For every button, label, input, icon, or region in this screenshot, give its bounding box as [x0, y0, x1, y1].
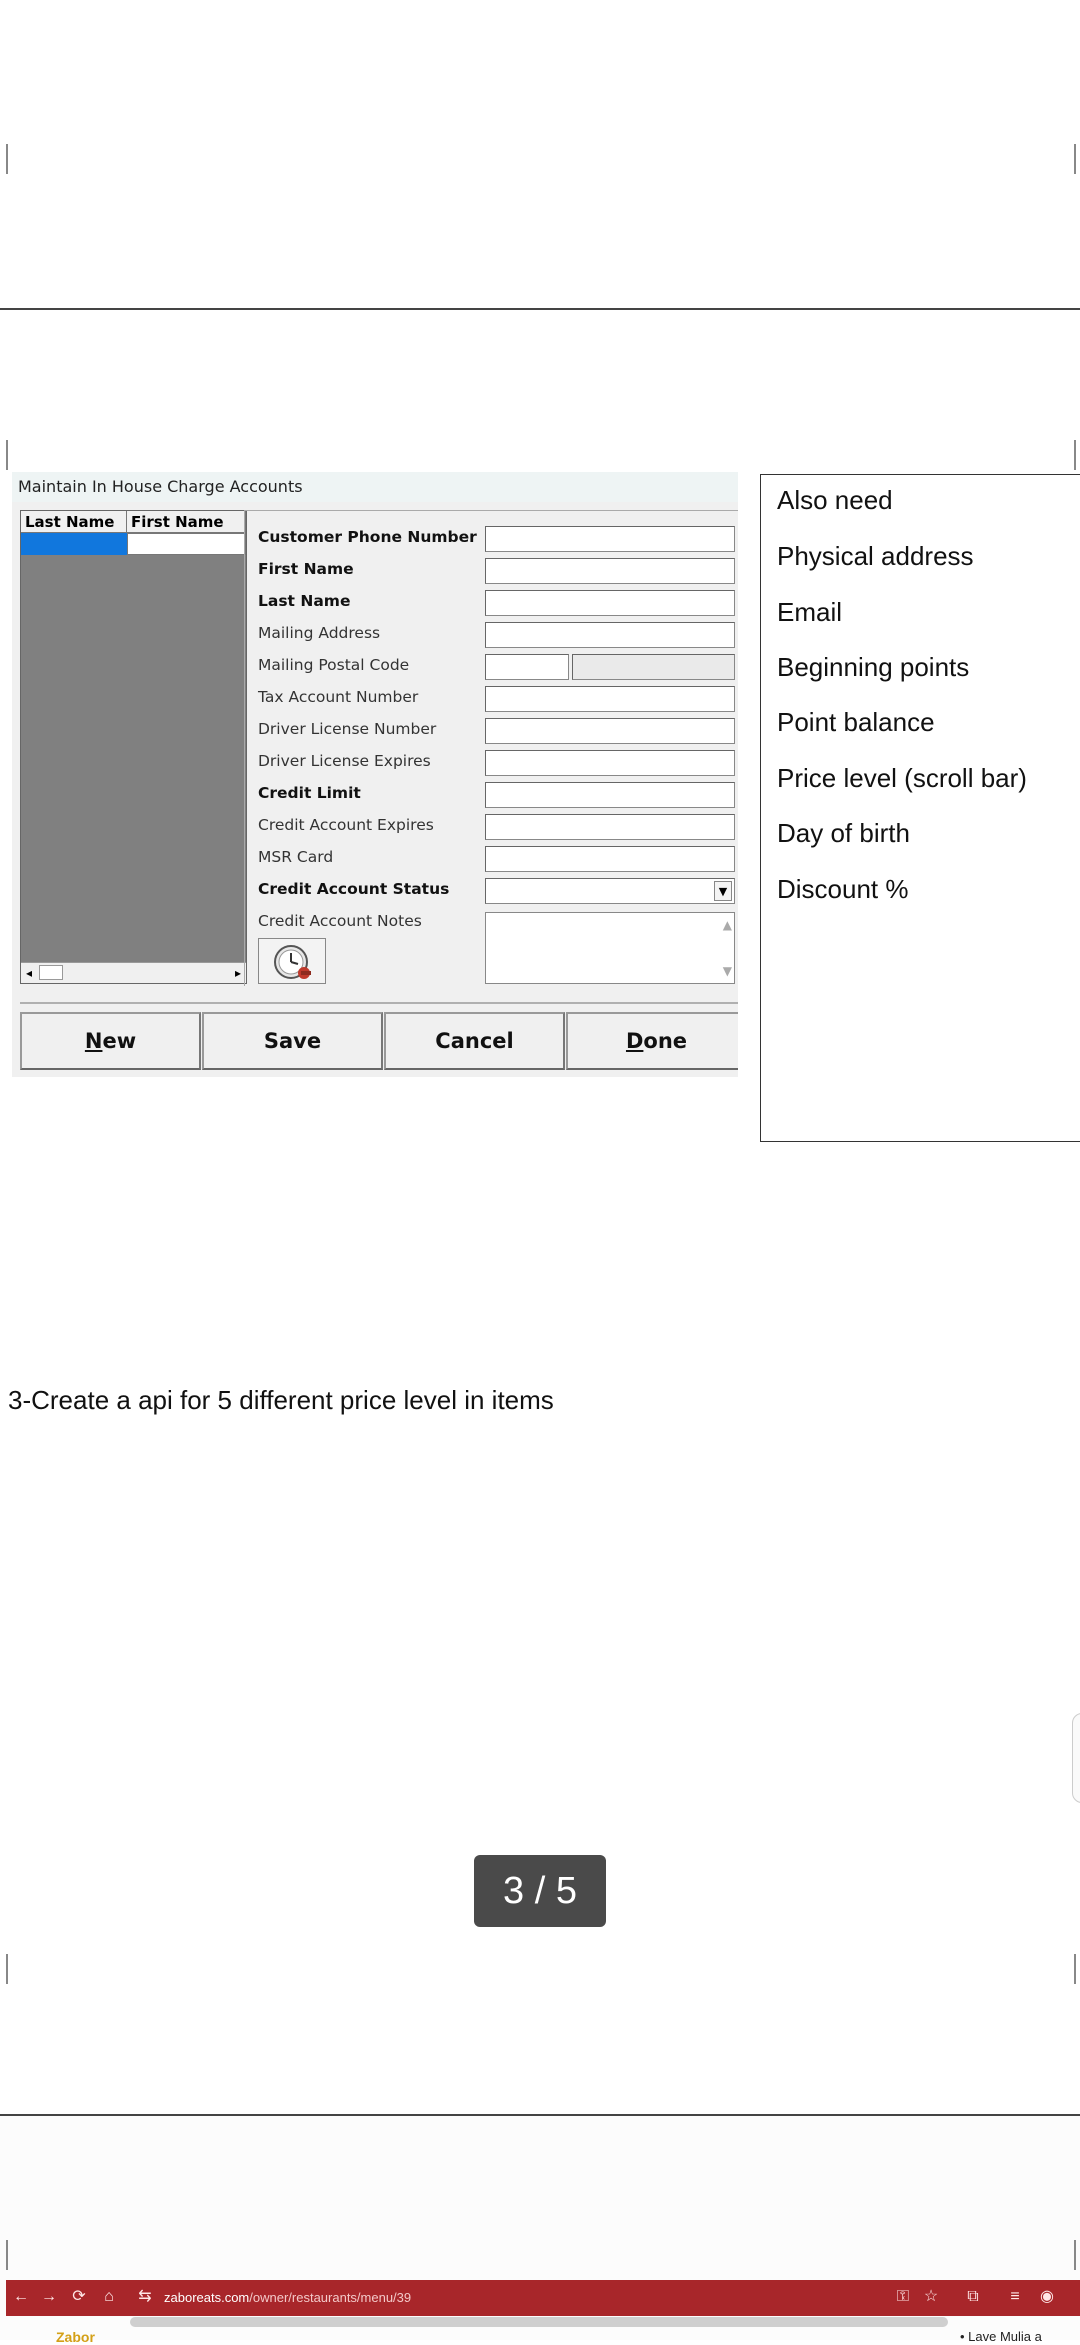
last-name-input[interactable] [485, 590, 735, 616]
new-button-label: ew [102, 1029, 137, 1053]
crop-mark [6, 440, 8, 470]
clock-button[interactable] [258, 938, 326, 984]
profile-icon[interactable]: ◉ [1040, 2288, 1054, 2305]
new-button[interactable] [20, 1012, 201, 1070]
accounts-grid[interactable] [20, 510, 247, 984]
requirements-note-box [760, 474, 1080, 1142]
dialog-title: Maintain In House Charge Accounts [12, 472, 738, 502]
label-first-name: First Name [258, 560, 354, 578]
done-button-label: one [643, 1029, 688, 1053]
driver-license-number-input[interactable] [485, 718, 735, 744]
page-divider [0, 308, 1080, 310]
grid-col-first-name[interactable]: First Name [127, 511, 246, 533]
clock-icon [271, 942, 315, 982]
queue-icon[interactable]: ≡ [1010, 2288, 1020, 2305]
note-line: Also need [777, 485, 893, 515]
label-tax-account: Tax Account Number [258, 688, 419, 706]
note-line: Day of birth [777, 818, 910, 848]
crop-mark [1074, 1954, 1076, 1984]
label-credit-limit: Credit Limit [258, 784, 361, 802]
grid-cell[interactable] [127, 533, 246, 555]
crop-mark [1074, 440, 1076, 470]
url-path: /owner/restaurants/menu/39 [249, 2290, 412, 2305]
label-credit-account-notes: Credit Account Notes [258, 912, 422, 930]
scroll-down-icon[interactable]: ▼ [722, 964, 732, 978]
crop-mark [6, 1954, 8, 1984]
key-icon[interactable]: ⚿ [896, 2288, 910, 2305]
grid-row-selected[interactable] [21, 533, 246, 555]
crop-mark [6, 144, 8, 174]
label-driver-license-number: Driver License Number [258, 720, 437, 738]
site-settings-icon[interactable]: ⇆ [138, 2288, 152, 2305]
done-button-mnemonic: D [625, 1029, 644, 1053]
msr-card-input[interactable] [485, 846, 735, 872]
note-line: Email [777, 597, 843, 627]
new-button-mnemonic: N [84, 1029, 103, 1053]
side-handle[interactable] [1072, 1713, 1080, 1803]
extensions-icon[interactable]: ⧉ [967, 2288, 979, 2305]
label-driver-license-expires: Driver License Expires [258, 752, 431, 770]
customer-phone-input[interactable] [485, 526, 735, 552]
charge-accounts-dialog [12, 472, 738, 1077]
page-indicator: 3 / 5 [474, 1855, 606, 1927]
postal-code-input[interactable] [485, 654, 569, 680]
page-scrollbar[interactable] [130, 2317, 948, 2327]
crop-mark [6, 2240, 8, 2270]
scroll-thumb[interactable] [39, 965, 63, 980]
save-button[interactable]: Save [202, 1012, 383, 1070]
credit-limit-input[interactable] [485, 782, 735, 808]
label-postal-code: Mailing Postal Code [258, 656, 410, 674]
first-name-input[interactable] [485, 558, 735, 584]
label-msr-card: MSR Card [258, 848, 334, 866]
scroll-right-icon[interactable]: ▸ [234, 966, 242, 980]
back-icon[interactable]: ← [13, 2288, 29, 2305]
credit-account-notes-textarea[interactable] [485, 912, 735, 984]
browser-toolbar [6, 2280, 1080, 2316]
site-logo: Zabor [56, 2329, 95, 2345]
driver-license-expires-input[interactable] [485, 750, 735, 776]
grid-cell[interactable] [21, 533, 127, 555]
crop-mark [1074, 144, 1076, 174]
document-paragraph: 3-Create a api for 5 different price level in items [8, 1385, 554, 1415]
postal-code-city-display [572, 654, 735, 680]
grid-horizontal-scrollbar[interactable] [21, 962, 246, 983]
label-credit-account-expires: Credit Account Expires [258, 816, 434, 834]
label-mailing-address: Mailing Address [258, 624, 381, 642]
tax-account-input[interactable] [485, 686, 735, 712]
note-line: Point balance [777, 707, 935, 737]
note-line: Physical address [777, 541, 974, 571]
scroll-left-icon[interactable]: ◂ [25, 966, 33, 980]
label-credit-account-status: Credit Account Status [258, 880, 450, 898]
note-line: Beginning points [777, 652, 970, 682]
cancel-button[interactable]: Cancel [384, 1012, 565, 1070]
reload-icon[interactable]: ⟳ [72, 2288, 86, 2305]
scroll-up-icon[interactable]: ▲ [722, 918, 732, 932]
home-icon[interactable]: ⌂ [104, 2288, 114, 2305]
credit-account-expires-input[interactable] [485, 814, 735, 840]
note-line: Discount % [777, 874, 909, 904]
grid-col-last-name[interactable]: Last Name [21, 511, 127, 533]
label-customer-phone: Customer Phone Number [258, 528, 477, 546]
note-line: Price level (scroll bar) [777, 763, 1027, 793]
address-bar[interactable] [164, 2280, 411, 2316]
grid-header [21, 511, 246, 533]
credit-account-status-select[interactable] [485, 878, 735, 904]
label-last-name: Last Name [258, 592, 351, 610]
url-host: zaboreats.com [164, 2290, 250, 2305]
forward-icon[interactable]: → [41, 2288, 57, 2305]
page-divider [0, 2114, 1080, 2116]
mailing-address-input[interactable] [485, 622, 735, 648]
done-button[interactable] [566, 1012, 738, 1070]
button-separator [20, 1002, 738, 1004]
user-label: • Lave Mulia a [960, 2329, 1042, 2344]
star-icon[interactable]: ☆ [923, 2288, 939, 2305]
crop-mark [1074, 2240, 1076, 2270]
chevron-down-icon[interactable]: ▼ [714, 881, 732, 901]
